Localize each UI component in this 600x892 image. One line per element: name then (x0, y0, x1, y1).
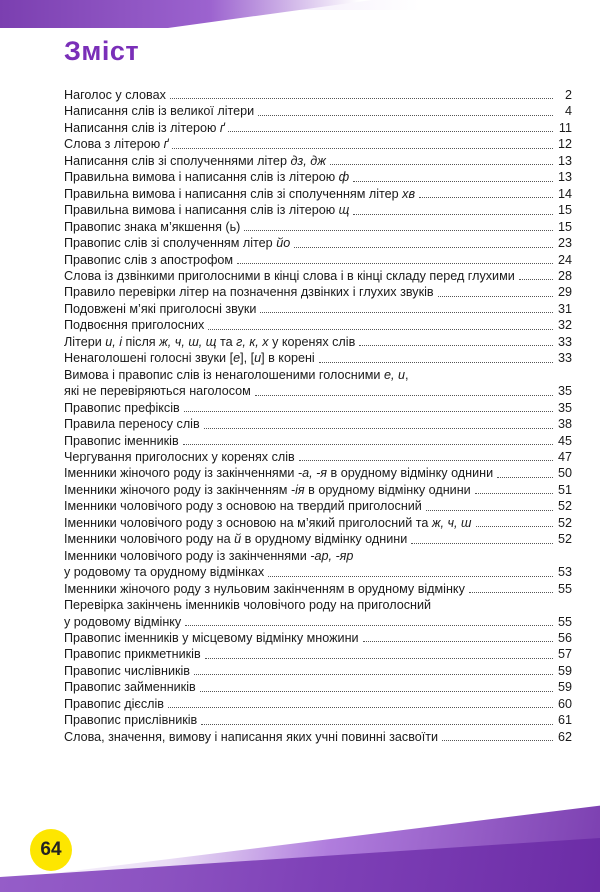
toc-leader-dots (185, 625, 553, 626)
toc-entry[interactable] (64, 317, 572, 333)
toc-leader-dots (497, 477, 553, 478)
toc-entry[interactable] (64, 548, 572, 581)
toc-entry[interactable] (64, 87, 572, 103)
toc-entry-title: Чергування приголосних у коренях слів (64, 449, 295, 464)
toc-entry-page: 51 (557, 482, 572, 497)
toc-leader-dots (438, 296, 553, 297)
toc-leader-dots (228, 131, 553, 132)
toc-leader-dots (519, 279, 553, 280)
toc-entry-title: Правильна вимова і написання слів із літерою ф (64, 170, 350, 185)
toc-entry[interactable] (64, 531, 572, 547)
toc-entry-title: Написання слів зі сполученнями літер дз, дж (64, 153, 326, 168)
toc-entry-page: 56 (557, 630, 572, 645)
toc-entry-title: Іменники чоловічого роду з основою на м’який приголосний та ж, ч, ш (64, 515, 472, 530)
toc-entry[interactable] (64, 416, 572, 432)
toc-entry-title: Іменники чоловічого роду на й в орудному відмінку однини (64, 532, 408, 547)
toc-entry-page: 38 (557, 417, 572, 432)
toc-leader-dots (299, 460, 553, 461)
toc-leader-dots (353, 181, 553, 182)
toc-entry-page: 55 (557, 614, 572, 629)
toc-entry[interactable] (64, 433, 572, 449)
toc-leader-dots (194, 674, 553, 675)
toc-entry-page: 33 (557, 334, 572, 349)
toc-entry-title: Ненаголошені голосні звуки [е], [и] в корені (64, 351, 315, 366)
toc-leader-dots (475, 493, 553, 494)
toc-entry-title: Іменники чоловічого роду з основою на твердий приголосний (64, 499, 422, 514)
toc-entry-page: 52 (557, 515, 572, 530)
toc-leader-dots (319, 362, 553, 363)
toc-entry-title: Слова із дзвінкими приголосними в кінці слова і в кінці складу перед глухими (64, 268, 515, 283)
toc-leader-dots (476, 526, 553, 527)
toc-entry-page: 47 (557, 449, 572, 464)
toc-entry[interactable] (64, 202, 572, 218)
toc-entry[interactable] (64, 400, 572, 416)
toc-entry-title: Правопис префіксів (64, 400, 180, 415)
toc-entry[interactable] (64, 284, 572, 300)
toc-entry-page: 62 (557, 729, 572, 744)
toc-entry-title-line1: Вимова і правопис слів із ненаголошеними голосними е, и, (64, 367, 409, 382)
toc-leader-dots (419, 197, 553, 198)
table-of-contents (64, 87, 572, 745)
toc-entry-page: 13 (557, 153, 572, 168)
toc-leader-dots (258, 115, 553, 116)
toc-entry-page: 31 (557, 301, 572, 316)
toc-leader-dots (411, 543, 553, 544)
toc-entry-title: Правило перевірки літер на позначення дзвінких і глухих звуків (64, 285, 434, 300)
toc-entry-title: Подовжені м’які приголосні звуки (64, 301, 257, 316)
toc-entry[interactable] (64, 367, 572, 400)
toc-leader-dots (330, 164, 553, 165)
toc-entry[interactable] (64, 465, 572, 481)
toc-entry[interactable] (64, 350, 572, 366)
toc-entry[interactable] (64, 235, 572, 251)
toc-entry-title: Правопис слів зі сполученням літер йо (64, 236, 291, 251)
toc-leader-dots (255, 395, 553, 396)
toc-entry-page: 28 (557, 268, 572, 283)
toc-entry-page: 57 (557, 647, 572, 662)
toc-leader-dots (170, 98, 553, 99)
toc-leader-dots (359, 345, 553, 346)
toc-entry-title: у родовому та орудному відмінках (64, 565, 265, 580)
toc-entry[interactable] (64, 482, 572, 498)
toc-entry-page: 15 (557, 219, 572, 234)
toc-entry-page: 45 (557, 433, 572, 448)
toc-leader-dots (184, 411, 553, 412)
toc-entry[interactable] (64, 679, 572, 695)
toc-entry[interactable] (64, 729, 572, 745)
toc-entry[interactable] (64, 268, 572, 284)
toc-leader-dots (237, 263, 553, 264)
toc-entry[interactable] (64, 515, 572, 531)
toc-entry-page: 52 (557, 499, 572, 514)
toc-leader-dots (172, 148, 553, 149)
toc-entry-page: 12 (557, 137, 572, 152)
toc-entry-title: Слова, значення, вимову і написання яких учні повинні засвоїти (64, 729, 439, 744)
toc-entry-page: 53 (557, 565, 572, 580)
toc-leader-dots (469, 592, 553, 593)
toc-leader-dots (363, 641, 553, 642)
toc-entry-title: Правопис знака м’якшення (ь) (64, 219, 241, 234)
toc-entry-title: Правопис прислівників (64, 713, 198, 728)
toc-entry[interactable] (64, 597, 572, 630)
toc-leader-dots (204, 428, 553, 429)
toc-entry-page: 15 (557, 203, 572, 218)
toc-leader-dots (183, 444, 553, 445)
toc-entry-page: 13 (557, 170, 572, 185)
toc-entry[interactable] (64, 136, 572, 152)
toc-entry-title: Правопис іменників (64, 433, 179, 448)
toc-entry[interactable] (64, 169, 572, 185)
toc-entry-title: Слова з літерою ґ (64, 137, 168, 152)
toc-leader-dots (208, 329, 553, 330)
toc-leader-dots (244, 230, 553, 231)
toc-entry[interactable] (64, 663, 572, 679)
toc-leader-dots (168, 707, 553, 708)
toc-entry[interactable] (64, 449, 572, 465)
toc-entry[interactable] (64, 696, 572, 712)
toc-entry-title: Правопис прикметників (64, 647, 201, 662)
toc-entry-title: у родовому відмінку (64, 614, 182, 629)
toc-entry[interactable] (64, 630, 572, 646)
toc-entry-page: 60 (557, 696, 572, 711)
toc-entry-page: 59 (557, 663, 572, 678)
toc-leader-dots (200, 691, 553, 692)
toc-entry-title: Написання слів із великої літери (64, 104, 255, 119)
toc-leader-dots (268, 576, 553, 577)
toc-entry-page: 61 (557, 713, 572, 728)
toc-entry-page: 11 (558, 120, 572, 135)
toc-entry-title: Правопис займенників (64, 680, 196, 695)
toc-entry-title-line1: Перевірка закінчень іменників чоловічого роду на приголосний (64, 598, 432, 613)
toc-entry[interactable] (64, 301, 572, 317)
toc-entry[interactable] (64, 186, 572, 202)
page-title: Зміст (64, 36, 140, 66)
toc-entry-title: Правопис дієслів (64, 696, 164, 711)
toc-entry-page: 4 (564, 104, 572, 119)
toc-entry-title: Правопис іменників у місцевому відмінку множини (64, 630, 359, 645)
toc-entry-title: Літери и, і після ж, ч, ш, щ та г, к, х у коренях слів (64, 334, 356, 349)
toc-entry-page: 35 (557, 400, 572, 415)
toc-entry-title: Правопис слів з апострофом (64, 252, 234, 267)
toc-entry-page: 14 (557, 186, 572, 201)
toc-entry-page: 29 (557, 285, 572, 300)
toc-leader-dots (442, 740, 553, 741)
toc-entry-page: 59 (557, 680, 572, 695)
toc-entry[interactable] (64, 581, 572, 597)
toc-leader-dots (260, 312, 553, 313)
toc-entry-title-line1: Іменники чоловічого роду із закінченнями -ар, -яр (64, 548, 354, 563)
toc-entry-page: 24 (557, 252, 572, 267)
toc-entry[interactable] (64, 712, 572, 728)
toc-entry-title: Подвоєння приголосних (64, 318, 205, 333)
toc-entry[interactable] (64, 153, 572, 169)
toc-entry-title: які не перевіряються наголосом (64, 384, 251, 399)
toc-entry-title: Правопис числівників (64, 663, 190, 678)
toc-entry-page: 33 (557, 351, 572, 366)
toc-entry-page: 50 (557, 466, 572, 481)
toc-entry-page: 23 (557, 236, 572, 251)
toc-entry-title: Іменники жіночого роду з нульовим закінченням в орудному відмінку (64, 581, 465, 596)
toc-entry-title: Правильна вимова і написання слів із літерою щ (64, 203, 350, 218)
toc-entry[interactable] (64, 252, 572, 268)
toc-entry-title: Наголос у словах (64, 88, 166, 102)
toc-entry[interactable] (64, 120, 572, 136)
toc-entry-title: Правильна вимова і написання слів зі сполученням літер хв (64, 186, 416, 201)
toc-leader-dots (205, 658, 553, 659)
toc-entry[interactable] (64, 646, 572, 662)
toc-leader-dots (353, 214, 553, 215)
toc-entry[interactable] (64, 498, 572, 514)
toc-entry-page: 2 (564, 88, 572, 102)
toc-entry-page: 35 (557, 384, 572, 399)
toc-entry-title: Іменники жіночого роду із закінченнями -а, -я в орудному відмінку однини (64, 466, 494, 481)
toc-leader-dots (201, 724, 553, 725)
toc-entry-page: 52 (557, 532, 572, 547)
toc-leader-dots (426, 510, 553, 511)
toc-entry[interactable] (64, 334, 572, 350)
toc-leader-dots (294, 247, 553, 248)
toc-entry-page: 32 (557, 318, 572, 333)
toc-entry-title: Правила переносу слів (64, 417, 200, 432)
toc-entry[interactable] (64, 103, 572, 119)
toc-entry-title: Іменники жіночого роду із закінченням -ія в орудному відмінку однини (64, 482, 471, 497)
toc-entry-page: 55 (557, 581, 572, 596)
toc-entry-title: Написання слів із літерою ґ (64, 120, 225, 135)
toc-entry[interactable] (64, 219, 572, 235)
page-number-badge: 64 (30, 829, 72, 871)
